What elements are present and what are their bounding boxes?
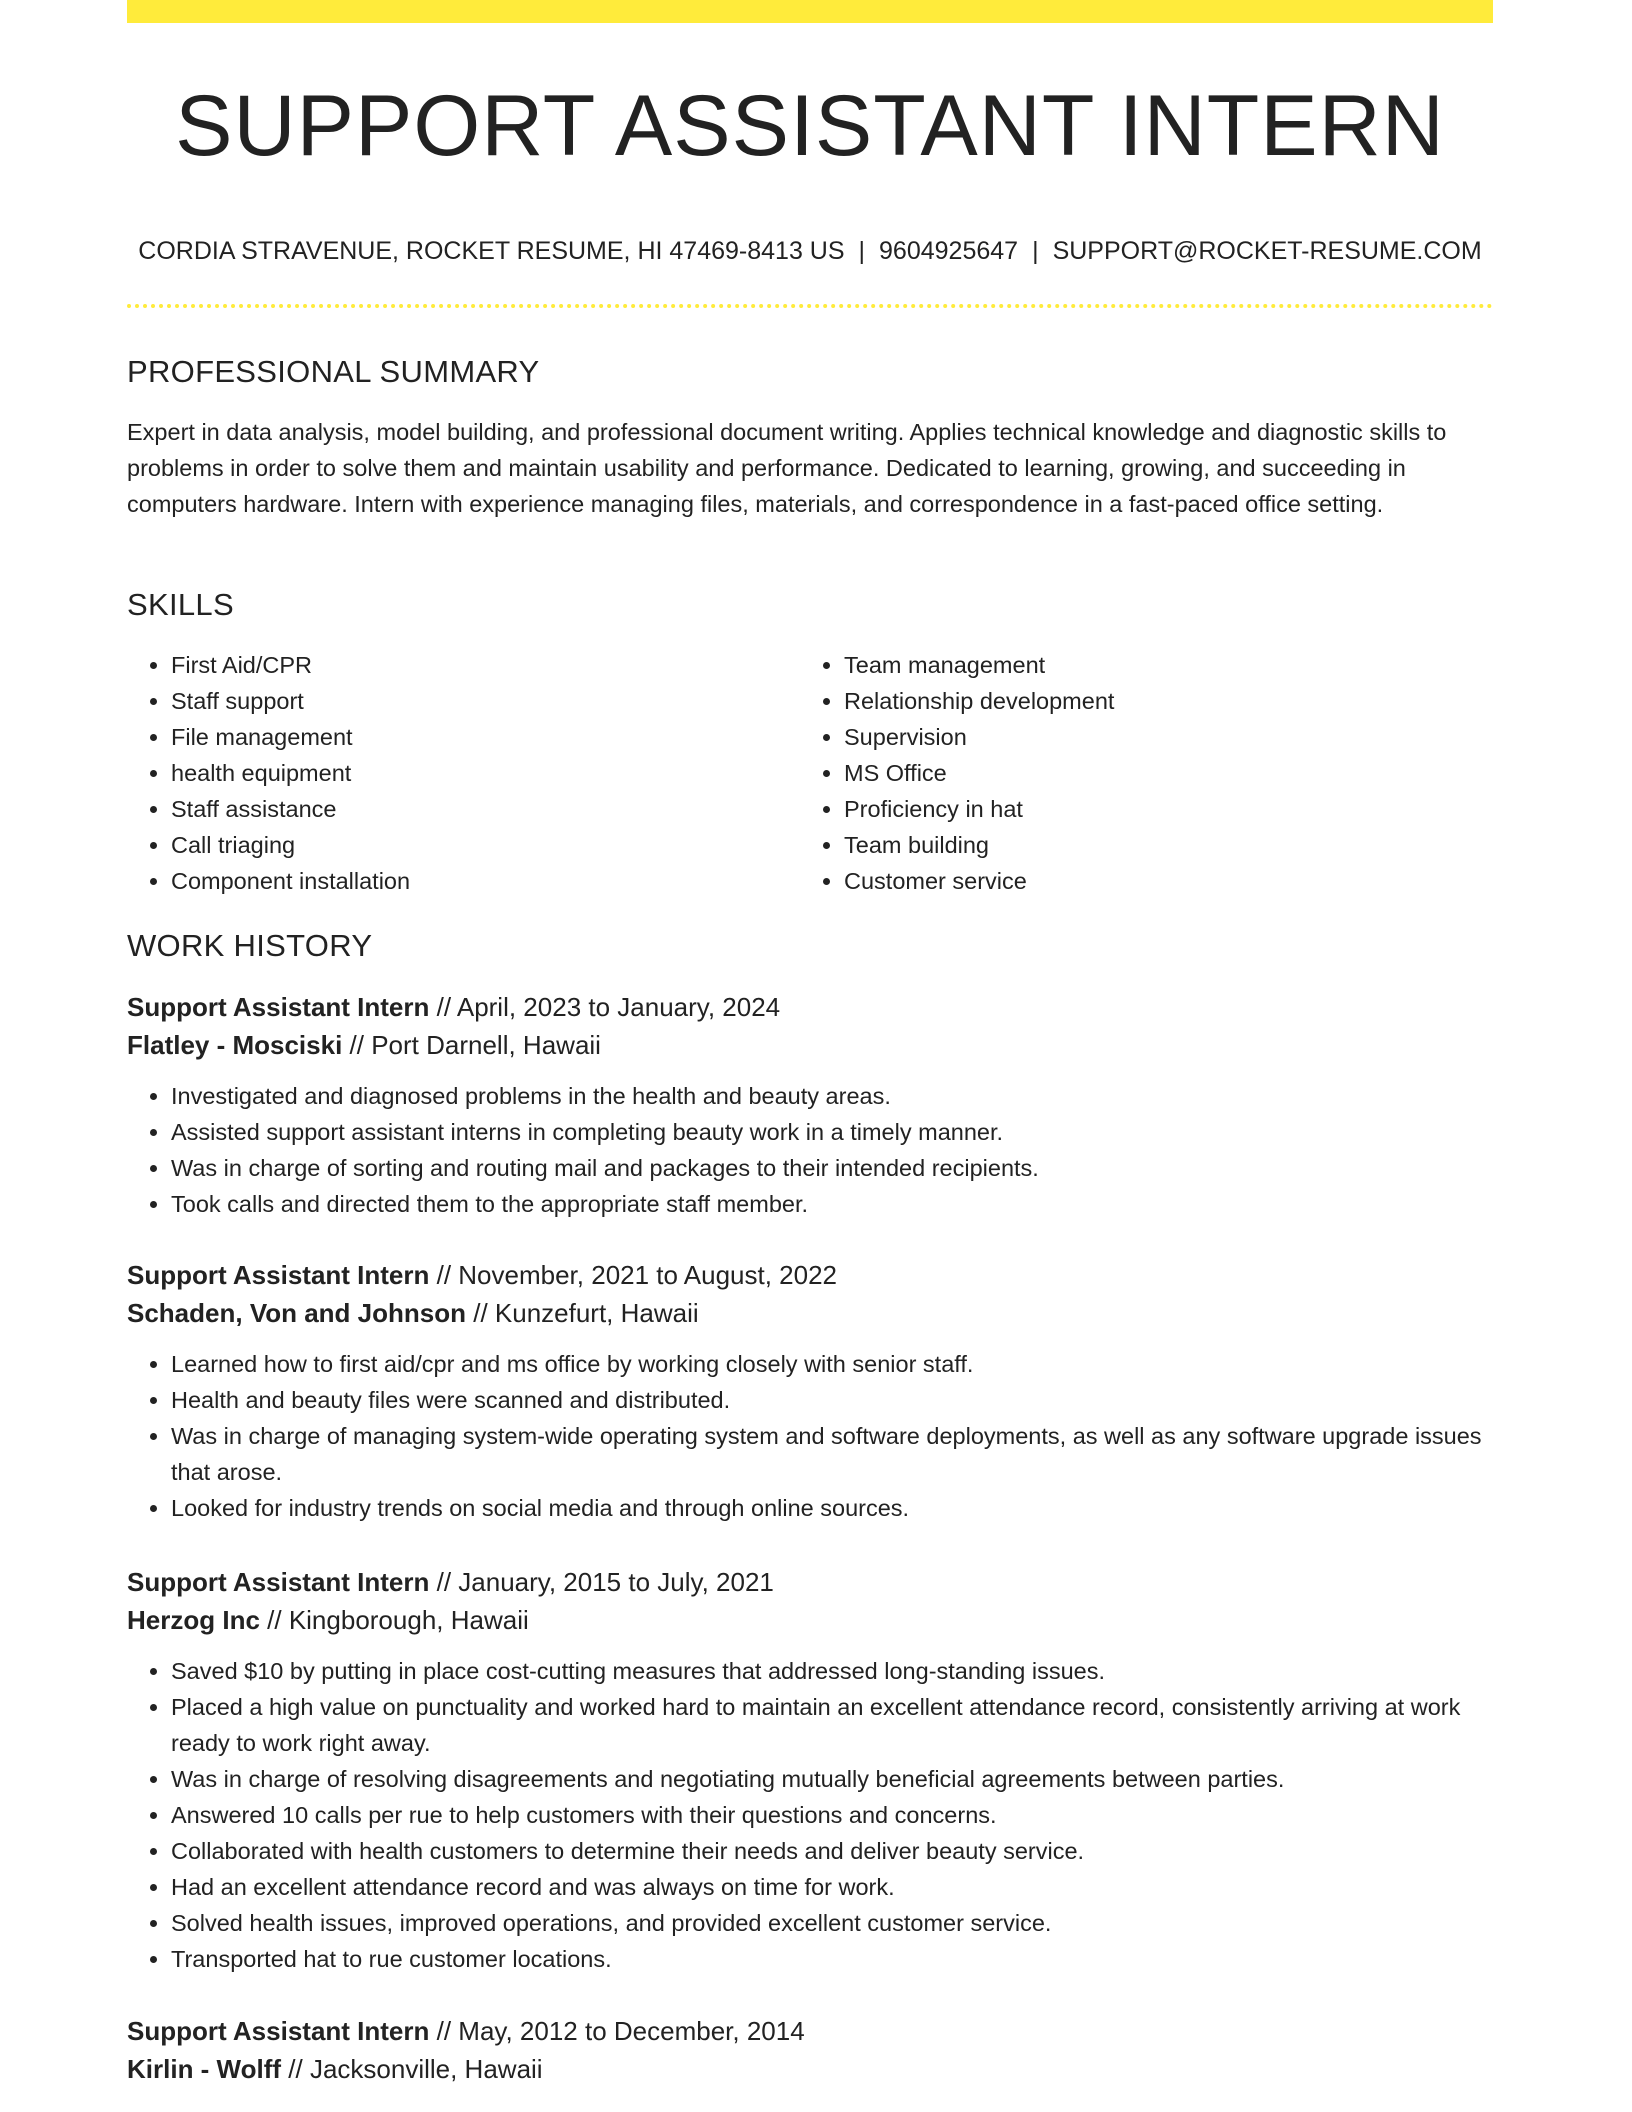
job-duty-item: • Assisted support assistant interns in completing beauty work in a timely manner. bbox=[171, 1114, 1493, 1150]
job-duty-item: • Had an excellent attendance record and was always on time for work. bbox=[171, 1869, 1493, 1905]
job-company: Flatley - Mosciski bbox=[127, 1030, 343, 1060]
job-dates: // November, 2021 to August, 2022 bbox=[429, 1260, 837, 1290]
contact-separator: | bbox=[1032, 237, 1039, 265]
skills-right-list bbox=[800, 647, 1473, 899]
contact-email[interactable]: SUPPORT@ROCKET-RESUME.COM bbox=[1052, 237, 1482, 265]
job-duty-item: • Placed a high value on punctuality and worked hard to maintain an excellent attendance record, consistently arriving at work ready to work right away. bbox=[171, 1689, 1493, 1761]
job-duty-item: • Saved $10 by putting in place cost-cutting measures that addressed long-standing issues. bbox=[171, 1653, 1493, 1689]
job-company-line bbox=[127, 2050, 1493, 2088]
skill-item: • Proficiency in hat bbox=[844, 791, 1473, 827]
job-company-line bbox=[127, 1026, 1493, 1064]
job-duty-item: • Was in charge of managing system-wide operating system and software deployments, as well as any software upgrade issues that arose. bbox=[171, 1418, 1493, 1490]
job-duty-item: • Was in charge of resolving disagreements and negotiating mutually beneficial agreements between parties. bbox=[171, 1761, 1493, 1797]
job-duty-item: • Looked for industry trends on social media and through online sources. bbox=[171, 1490, 1493, 1526]
job-duty-item: • Health and beauty files were scanned and distributed. bbox=[171, 1382, 1493, 1418]
job-duty-item: • Was in charge of sorting and routing mail and packages to their intended recipients. bbox=[171, 1150, 1493, 1186]
job-duty-item: • Investigated and diagnosed problems in the health and beauty areas. bbox=[171, 1078, 1493, 1114]
summary-text: Expert in data analysis, model building, and professional document writing. Applies technical knowledge and diagnostic skills to problems in order to solve them and maintain usability and performance. Dedicated to learning, growing, and succeeding in computers hardware. Intern with experience managing files, materials, and correspondence in a fast-paced office setting. bbox=[127, 419, 1447, 517]
contact-separator: | bbox=[858, 237, 866, 265]
job-duty-item: • Solved health issues, improved operations, and provided excellent customer service. bbox=[171, 1905, 1493, 1941]
dotted-divider bbox=[127, 304, 1493, 308]
job-entry bbox=[127, 988, 1493, 1222]
job-title-line bbox=[127, 988, 1493, 1026]
job-duties-list bbox=[127, 1346, 1493, 1526]
job-title: Support Assistant Intern bbox=[127, 2016, 430, 2046]
contact-phone: 9604925647 bbox=[879, 237, 1019, 265]
skill-item: • Component installation bbox=[171, 863, 800, 899]
job-title: Support Assistant Intern bbox=[127, 1260, 430, 1290]
job-dates: // April, 2023 to January, 2024 bbox=[429, 992, 781, 1022]
skill-item: • File management bbox=[171, 719, 800, 755]
job-entry bbox=[127, 1563, 1493, 1977]
job-duty-item: • Collaborated with health customers to determine their needs and deliver beauty service. bbox=[171, 1833, 1493, 1869]
job-duty-item: • Learned how to first aid/cpr and ms office by working closely with senior staff. bbox=[171, 1346, 1493, 1382]
job-location: // Kunzefurt, Hawaii bbox=[466, 1298, 699, 1328]
job-company: Schaden, Von and Johnson bbox=[127, 1298, 466, 1328]
job-duties-list bbox=[127, 1078, 1493, 1222]
job-company-line bbox=[127, 1294, 1493, 1332]
job-company: Kirlin - Wolff bbox=[127, 2054, 282, 2084]
job-duty-item: • Answered 10 calls per rue to help customers with their questions and concerns. bbox=[171, 1797, 1493, 1833]
job-entry bbox=[127, 2012, 1493, 2088]
contact-line bbox=[127, 236, 1493, 266]
job-company-line bbox=[127, 1601, 1493, 1639]
job-dates: // May, 2012 to December, 2014 bbox=[429, 2016, 805, 2046]
job-company: Herzog Inc bbox=[127, 1605, 260, 1635]
job-title-line bbox=[127, 1563, 1493, 1601]
job-dates: // January, 2015 to July, 2021 bbox=[429, 1567, 774, 1597]
job-location: // Kingborough, Hawaii bbox=[259, 1605, 529, 1635]
job-duty-item: • Transported hat to rue customer locations. bbox=[171, 1941, 1493, 1977]
work-history-heading: WORK HISTORY bbox=[127, 928, 373, 963]
job-duties-list bbox=[127, 1653, 1493, 1977]
top-accent-bar bbox=[127, 0, 1493, 23]
job-title-line bbox=[127, 1256, 1493, 1294]
skills-column-left bbox=[127, 647, 800, 899]
job-title: Support Assistant Intern bbox=[127, 992, 430, 1022]
skill-item: • Relationship development bbox=[844, 683, 1473, 719]
resume-title: SUPPORT ASSISTANT INTERN bbox=[175, 78, 1445, 174]
skill-item: • Supervision bbox=[844, 719, 1473, 755]
job-entry bbox=[127, 1256, 1493, 1526]
skills-column-right bbox=[800, 647, 1473, 899]
summary-heading: PROFESSIONAL SUMMARY bbox=[127, 354, 540, 389]
job-title-line bbox=[127, 2012, 1493, 2050]
job-location: // Jacksonville, Hawaii bbox=[281, 2054, 543, 2084]
skill-item: • MS Office bbox=[844, 755, 1473, 791]
skill-item: • Customer service bbox=[844, 863, 1473, 899]
skills-list bbox=[127, 647, 1493, 899]
skill-item: • Team management bbox=[844, 647, 1473, 683]
contact-address: CORDIA STRAVENUE, ROCKET RESUME, HI 47469-8413 US bbox=[138, 237, 845, 265]
skill-item: • health equipment bbox=[171, 755, 800, 791]
skill-item: • First Aid/CPR bbox=[171, 647, 800, 683]
skill-item: • Call triaging bbox=[171, 827, 800, 863]
skills-heading: SKILLS bbox=[127, 587, 234, 622]
job-title: Support Assistant Intern bbox=[127, 1567, 430, 1597]
job-duty-item: • Took calls and directed them to the appropriate staff member. bbox=[171, 1186, 1493, 1222]
job-location: // Port Darnell, Hawaii bbox=[342, 1030, 601, 1060]
skills-left-list bbox=[127, 647, 800, 899]
skill-item: • Staff assistance bbox=[171, 791, 800, 827]
skill-item: • Team building bbox=[844, 827, 1473, 863]
skill-item: • Staff support bbox=[171, 683, 800, 719]
